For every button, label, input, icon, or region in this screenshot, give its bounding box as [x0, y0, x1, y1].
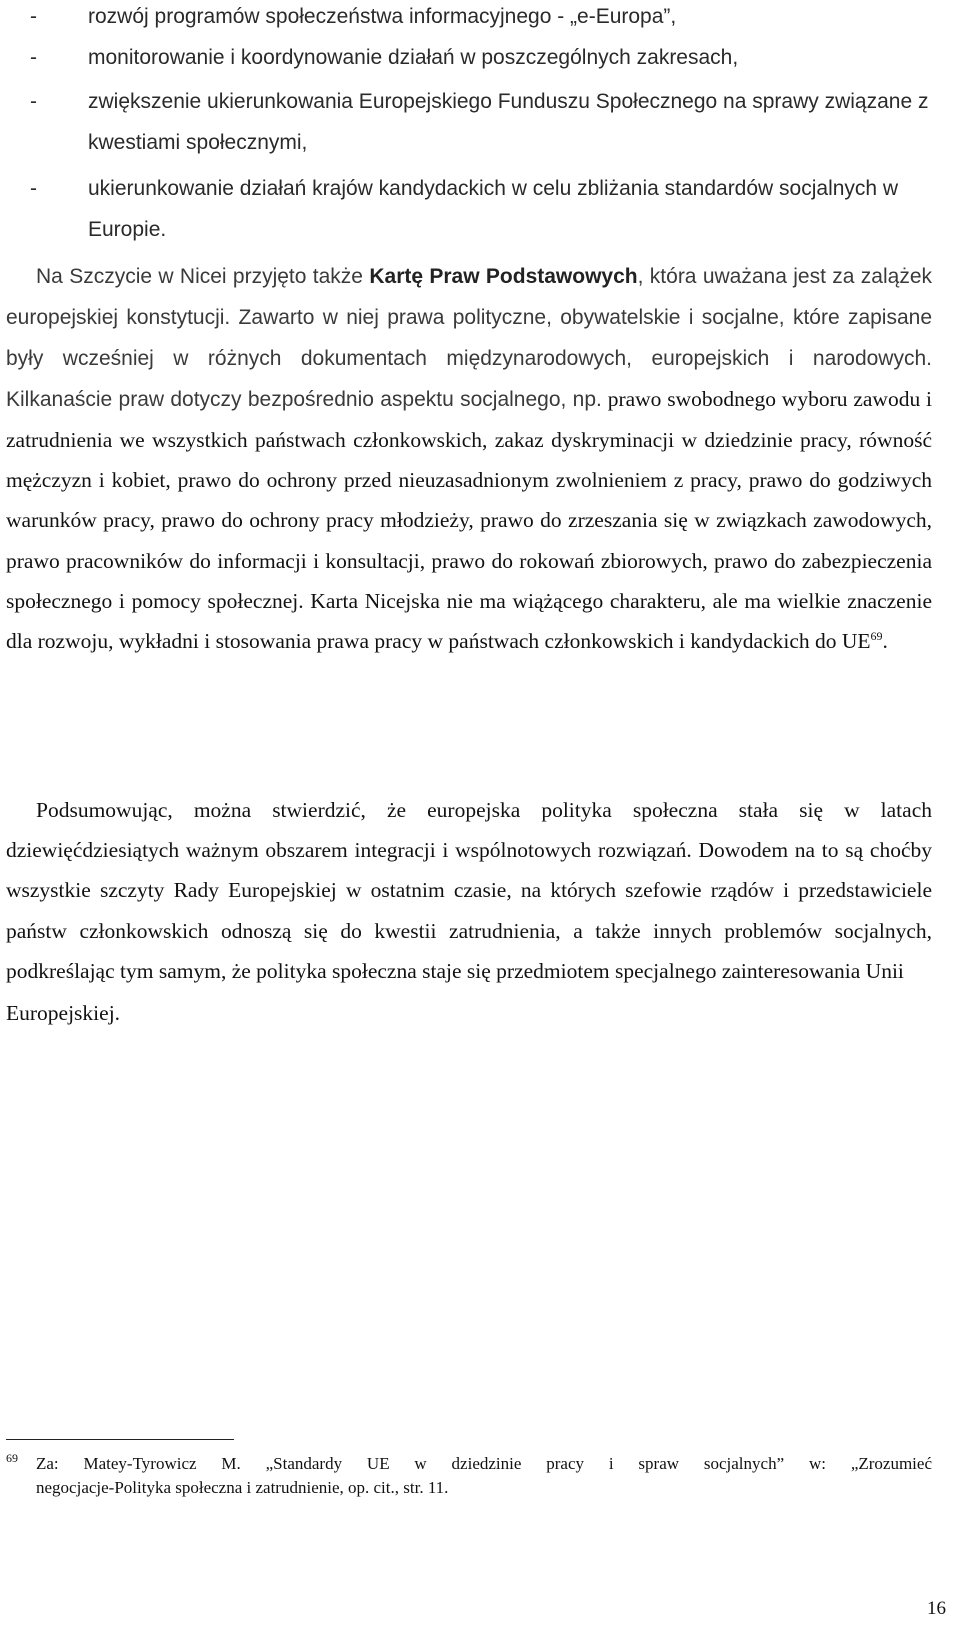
footnote-line-1: Za: Matey-Tyrowicz M. „Standardy UE w dziedzinie pracy i spraw socjalnych” w: „Zrozumieć [36, 1454, 932, 1473]
bullet-item [30, 37, 934, 78]
bullet-item [30, 0, 934, 37]
bullet-text: ukierunkowanie działań krajów kandydackich w celu zbliżania standardów socjalnych w Europie. [88, 177, 899, 241]
para-end: . [882, 629, 888, 654]
bullet-text: monitorowanie i koordynowanie działań w poszczególnych zakresach, [88, 46, 739, 69]
bullet-dash: - [30, 5, 37, 28]
bullet-item [30, 81, 934, 163]
para-sans-text: , która uważana jest za zalążek europejskiej konstytucji. Zawarto w niej prawa polityczne, obywatelskie i socjalne, które zapisane były wcześniej w różnych dokumentach międzynarodowych, europejskich i narodowych. Kilkanaście praw dotyczy bezpośrednio aspektu socjalnego, np. [6, 265, 932, 411]
bullet-item [30, 168, 934, 250]
summary-last-line: Europejskiej. [6, 1001, 121, 1026]
page-number: 16 [927, 1598, 946, 1619]
paragraph-summary [6, 790, 932, 1033]
bullet-text: zwiększenie ukierunkowania Europejskiego Funduszu Społecznego na sprawy związane z kwestiami społecznymi, [88, 90, 929, 154]
bullet-dash: - [30, 46, 37, 69]
paragraph-charter [6, 256, 932, 661]
footnote-ref: 69 [870, 628, 883, 643]
footnote-line-2: negocjacje-Polityka społeczna i zatrudnienie, op. cit., str. 11. [36, 1478, 449, 1497]
bullet-dash: - [30, 177, 37, 200]
footnote-separator [6, 1439, 234, 1440]
bullet-dash: - [30, 90, 37, 113]
summary-text: Podsumowując, można stwierdzić, że europejska polityka społeczna stała się w latach dziewięćdziesiątych ważnym obszarem integracji i wspólnotowych rozwiązań. Dowodem na to są choćby wszystkie szczyty Rady Europejskiej w ostatnim czasie, na których szefowie rządów i przedstawiciele państw członkowskich odnoszą się do kwestii zatrudnienia, a także innych problemów socjalnych, podkreślając tym samym, że polityka społeczna staje się przedmiotem specjalnego zainteresowania Unii [6, 798, 932, 983]
para-start: Na Szczycie w Nicei przyjęto także [36, 265, 370, 288]
bold-term: Kartę Praw Podstawowych [369, 265, 638, 288]
para-serif-text: prawo swobodnego wyboru zawodu i zatrudnienia we wszystkich państwach członkowskich, zakaz dyskryminacji w dziedzinie pracy, równość mężczyzn i kobiet, prawo do ochrony przed nieuzasadnionym zwolnieniem z pracy, prawo do godziwych warunków pracy, prawo do ochrony pracy młodzieży, prawo do zrzeszania się w związkach zawodowych, prawo pracowników do informacji i konsultacji, prawo do rokowań zbiorowych, prawo do zabezpieczenia społecznego i pomocy społecznej. Karta Nicejska nie ma wiążącego charakteru, ale ma wielkie znaczenie dla rozwoju, wykładni i stosowania prawa pracy w państwach członkowskich i kandydackich do UE [6, 387, 933, 654]
footnote [6, 1452, 932, 1500]
bullet-text: rozwój programów społeczeństwa informacyjnego - „e-Europa”, [88, 5, 677, 28]
footnote-number: 69 [6, 1451, 18, 1465]
